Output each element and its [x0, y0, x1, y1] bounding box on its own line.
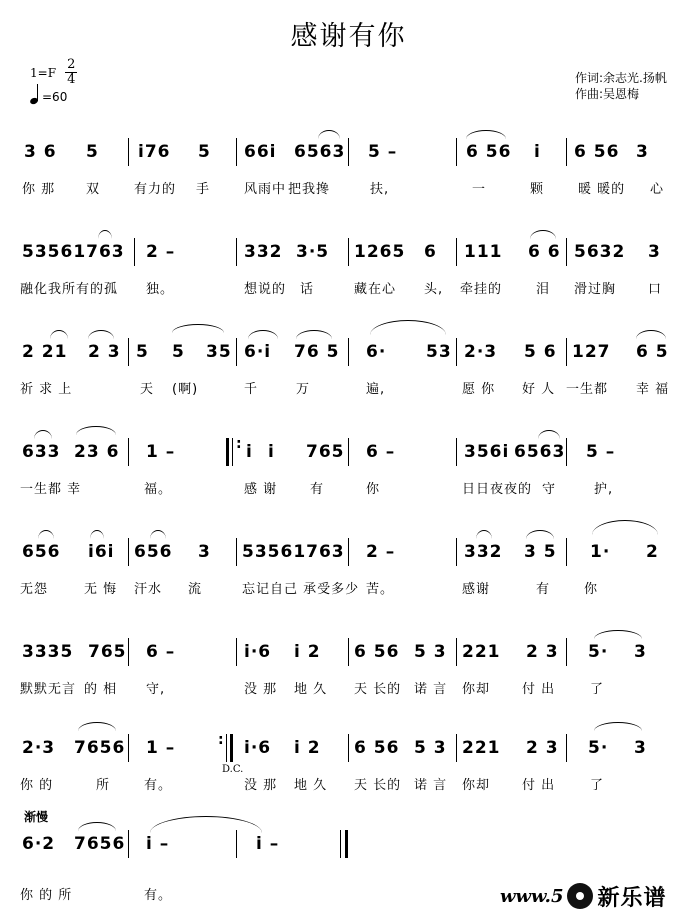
lyric: 没 那 — [244, 682, 278, 697]
note-group: 6 6 — [528, 242, 561, 262]
lyric: 付 出 — [522, 682, 556, 697]
note-group: 6·i — [244, 342, 272, 362]
note-group: 765 — [306, 442, 345, 462]
barline — [128, 338, 129, 366]
lyric: 万 — [296, 382, 311, 397]
slur — [98, 230, 112, 239]
lyric: 有力的 — [134, 182, 177, 197]
slur — [38, 530, 54, 539]
barline — [128, 638, 129, 666]
tie — [370, 320, 446, 335]
barline — [566, 138, 567, 166]
note-group: 5 6 — [524, 342, 557, 362]
note-group: 53561763 — [242, 542, 345, 562]
barline — [236, 638, 237, 666]
note-group: 53 — [426, 342, 452, 362]
note-group: 2 – — [146, 242, 176, 262]
barline — [566, 538, 567, 566]
slur — [466, 130, 506, 139]
slur — [594, 630, 642, 639]
note-group: i 2 — [294, 738, 321, 758]
note-group: 6 56 — [466, 142, 512, 162]
note-group: 656 — [22, 542, 61, 562]
slur — [88, 330, 114, 339]
lyric: 了 — [590, 778, 605, 793]
lyric: 守, — [146, 682, 166, 697]
lyric: 手 — [196, 182, 211, 197]
lyric: 付 出 — [522, 778, 556, 793]
repeat-start-thick — [226, 438, 229, 466]
barline — [456, 734, 457, 762]
note-group: 3 — [198, 542, 211, 562]
slur — [538, 430, 560, 439]
note-group: 5 – — [586, 442, 616, 462]
note-group: 6 – — [146, 642, 176, 662]
record-disc-icon — [567, 883, 593, 909]
note-group: 2 21 — [22, 342, 68, 362]
lyric: 藏在心 — [354, 282, 397, 297]
note-group: 127 — [572, 342, 611, 362]
lyric: 你 的 所 — [20, 888, 73, 903]
lyric: 你却 — [462, 778, 491, 793]
tie — [150, 816, 262, 833]
time-signature-bottom: 4 — [67, 72, 76, 87]
note-group: 332 — [464, 542, 503, 562]
lyric: 想说的 — [244, 282, 287, 297]
note-group: 2 3 — [526, 738, 559, 758]
note-group: 6 – — [366, 442, 396, 462]
ritardando-mark: 渐慢 — [24, 810, 49, 824]
note-group: 5 – — [368, 142, 398, 162]
final-barline-thick — [345, 830, 348, 858]
watermark — [500, 878, 697, 914]
note-group: 5 — [172, 342, 185, 362]
lyric: 一生都 幸 — [20, 482, 82, 497]
final-barline-thin — [340, 830, 341, 858]
lyric: 你 的 — [20, 778, 54, 793]
barline — [348, 734, 349, 762]
slur — [526, 530, 554, 539]
note-group: 6 — [424, 242, 437, 262]
tempo-value: =60 — [42, 90, 68, 104]
note-group: 332 — [244, 242, 283, 262]
note-group: 5· — [588, 642, 609, 662]
slur — [530, 230, 556, 239]
barline — [456, 238, 457, 266]
barline — [456, 638, 457, 666]
note-group: i76 — [138, 142, 171, 162]
slur — [636, 330, 666, 339]
barline — [566, 338, 567, 366]
barline — [456, 338, 457, 366]
lyric: 福。 — [144, 482, 173, 497]
note-group: 6·2 — [22, 834, 56, 854]
slur — [248, 330, 278, 339]
note-group: 7656 — [74, 834, 126, 854]
slur — [90, 530, 104, 539]
note-group: 6563 — [514, 442, 566, 462]
slur — [172, 324, 224, 333]
lyric: 话 — [300, 282, 315, 297]
lyric: 暖 暖的 — [578, 182, 626, 197]
slur — [296, 330, 332, 339]
note-group: 2·3 — [464, 342, 498, 362]
repeat-dots: : — [236, 436, 243, 452]
note-group: 1 – — [146, 738, 176, 758]
slur — [150, 530, 166, 539]
lyric: 滑过胸 — [574, 282, 617, 297]
note-group: 53561763 — [22, 242, 125, 262]
lyric: 你 那 — [22, 182, 56, 197]
note-group: 1265 — [354, 242, 406, 262]
lyric: 默默无言 — [20, 682, 77, 697]
note-group: 6 56 — [354, 738, 400, 758]
repeat-dots: : — [218, 732, 225, 748]
note-group: 3 — [634, 642, 647, 662]
lyric: 有 — [310, 482, 325, 497]
lyric: 感谢 — [462, 582, 491, 597]
lyric: 把我搀 — [288, 182, 331, 197]
lyric: 的 相 — [84, 682, 118, 697]
note-group: 5632 — [574, 242, 626, 262]
note-group: i – — [256, 834, 280, 854]
lyric: 护, — [594, 482, 614, 497]
barline — [128, 734, 129, 762]
note-group: 5 3 — [414, 642, 447, 662]
slur — [476, 530, 492, 539]
slur — [34, 430, 52, 439]
repeat-end-thick — [230, 734, 233, 762]
note-group: 2 3 — [88, 342, 121, 362]
lyric: (啊) — [172, 382, 199, 397]
note-group: 5 — [136, 342, 149, 362]
note-group: 3 — [636, 142, 649, 162]
note-group: i·6 — [244, 738, 272, 758]
lyric: 天 长的 — [354, 778, 402, 793]
song-title: 感谢有你 — [290, 21, 407, 52]
note-group: 2·3 — [22, 738, 56, 758]
dc-mark: D.C. — [222, 764, 244, 775]
note-group: i 2 — [294, 642, 321, 662]
repeat-end-thin — [226, 734, 227, 762]
note-group: 5· — [588, 738, 609, 758]
watermark-url: www.5 — [500, 885, 564, 907]
note-group: 3 — [634, 738, 647, 758]
lyric: 你 — [584, 582, 599, 597]
note-group: i — [534, 142, 541, 162]
note-group: i — [246, 442, 253, 462]
slur — [592, 520, 658, 535]
note-group: 2 3 — [526, 642, 559, 662]
lyric: 所 — [96, 778, 111, 793]
barline — [456, 438, 457, 466]
lyric: 忘记自己 承受多少 — [242, 582, 360, 597]
barline — [566, 734, 567, 762]
barline — [236, 238, 237, 266]
lyric: 你却 — [462, 682, 491, 697]
barline — [348, 238, 349, 266]
note-group: 2 — [646, 542, 659, 562]
key-signature — [30, 58, 77, 87]
lyric: 泪 — [536, 282, 551, 297]
lyric: 守 — [542, 482, 557, 497]
slur — [78, 722, 116, 731]
barline — [566, 638, 567, 666]
barline — [348, 538, 349, 566]
note-group: 35 — [206, 342, 232, 362]
credits — [575, 70, 667, 102]
note-group: 2 – — [366, 542, 396, 562]
key-label: 1=F — [30, 65, 57, 80]
lyric: 心 — [650, 182, 665, 197]
lyric: 口 — [648, 282, 663, 297]
note-group: 7656 — [74, 738, 126, 758]
note-group: i – — [146, 834, 170, 854]
note-group: 1· — [590, 542, 611, 562]
note-group: 656 — [134, 542, 173, 562]
lyric: 流 — [188, 582, 203, 597]
lyric: 一生都 — [566, 382, 609, 397]
slur — [78, 822, 116, 831]
lyric: 地 久 — [294, 778, 328, 793]
note-group: 221 — [462, 738, 501, 758]
lyric: 有。 — [144, 778, 173, 793]
slur — [50, 330, 68, 339]
note-group: 5 — [86, 142, 99, 162]
watermark-name: 新乐谱 — [597, 885, 667, 911]
note-group: 6 56 — [354, 642, 400, 662]
lyric: 千 — [244, 382, 259, 397]
lyric: 了 — [590, 682, 605, 697]
lyric: 融化我所有的孤 — [20, 282, 119, 297]
slur — [318, 130, 340, 139]
lyric: 天 — [140, 382, 155, 397]
note-group: i6i — [88, 542, 115, 562]
barline — [566, 438, 567, 466]
lyric: 无怨 — [20, 582, 49, 597]
note-group: 633 — [22, 442, 61, 462]
lyric: 诺 言 — [414, 682, 448, 697]
note-group: 3335 — [22, 642, 74, 662]
lyric: 颗 — [530, 182, 545, 197]
lyric: 幸 福 — [636, 382, 670, 397]
lyric: 感 谢 — [244, 482, 278, 497]
lyric: 天 长的 — [354, 682, 402, 697]
lyric: 诺 言 — [414, 778, 448, 793]
lyric: 一 — [472, 182, 487, 197]
barline — [128, 830, 129, 858]
note-group: 6 5 — [636, 342, 669, 362]
lyric: 有。 — [144, 888, 173, 903]
note-group: i — [268, 442, 275, 462]
barline — [348, 338, 349, 366]
lyric: 没 那 — [244, 778, 278, 793]
lyric: 日日夜夜的 — [462, 482, 533, 497]
lyric: 独。 — [146, 282, 175, 297]
lyric: 扶, — [370, 182, 390, 197]
note-group: 66i — [244, 142, 277, 162]
quarter-note-icon — [30, 84, 42, 104]
time-signature-top: 2 — [67, 57, 76, 72]
barline — [348, 438, 349, 466]
barline — [456, 138, 457, 166]
lyric: 遍, — [366, 382, 386, 397]
barline — [236, 830, 237, 858]
note-group: 6563 — [294, 142, 346, 162]
note-group: 356i — [464, 442, 510, 462]
barline — [128, 438, 129, 466]
note-group: 6 56 — [574, 142, 620, 162]
note-group: 1 – — [146, 442, 176, 462]
note-group: 5 3 — [414, 738, 447, 758]
note-group: 221 — [462, 642, 501, 662]
barline — [348, 138, 349, 166]
note-group: 3·5 — [296, 242, 330, 262]
lyric: 头, — [424, 282, 444, 297]
lyric: 牵挂的 — [460, 282, 503, 297]
note-group: 23 6 — [74, 442, 120, 462]
barline — [236, 338, 237, 366]
barline — [128, 138, 129, 166]
note-group: 3 5 — [524, 542, 557, 562]
lyric: 好 人 — [522, 382, 556, 397]
note-group: 765 — [88, 642, 127, 662]
composer: 作曲:吴恩梅 — [575, 87, 640, 101]
lyric: 愿 你 — [462, 382, 496, 397]
note-group: i·6 — [244, 642, 272, 662]
barline — [348, 638, 349, 666]
slur — [594, 722, 642, 731]
note-group: 5 — [198, 142, 211, 162]
barline — [566, 238, 567, 266]
lyric: 风雨中 — [244, 182, 287, 197]
barline — [134, 238, 135, 266]
lyric: 有 — [536, 582, 551, 597]
note-group: 76 5 — [294, 342, 340, 362]
repeat-start-thin — [232, 438, 233, 466]
note-group: 111 — [464, 242, 503, 262]
lyric: 双 — [86, 182, 101, 197]
note-group: 6· — [366, 342, 387, 362]
note-group: 3 — [648, 242, 661, 262]
barline — [128, 538, 129, 566]
barline — [236, 138, 237, 166]
note-group: 3 6 — [24, 142, 57, 162]
barline — [236, 538, 237, 566]
lyric: 苦。 — [366, 582, 395, 597]
lyric: 汗水 — [134, 582, 163, 597]
lyricist: 作词:余志光.扬帆 — [575, 71, 667, 85]
lyric: 祈 求 上 — [20, 382, 73, 397]
slur — [76, 426, 116, 435]
lyric: 无 悔 — [84, 582, 118, 597]
lyric: 地 久 — [294, 682, 328, 697]
time-signature — [65, 58, 77, 87]
lyric: 你 — [366, 482, 381, 497]
barline — [456, 538, 457, 566]
tempo-mark — [30, 84, 67, 104]
